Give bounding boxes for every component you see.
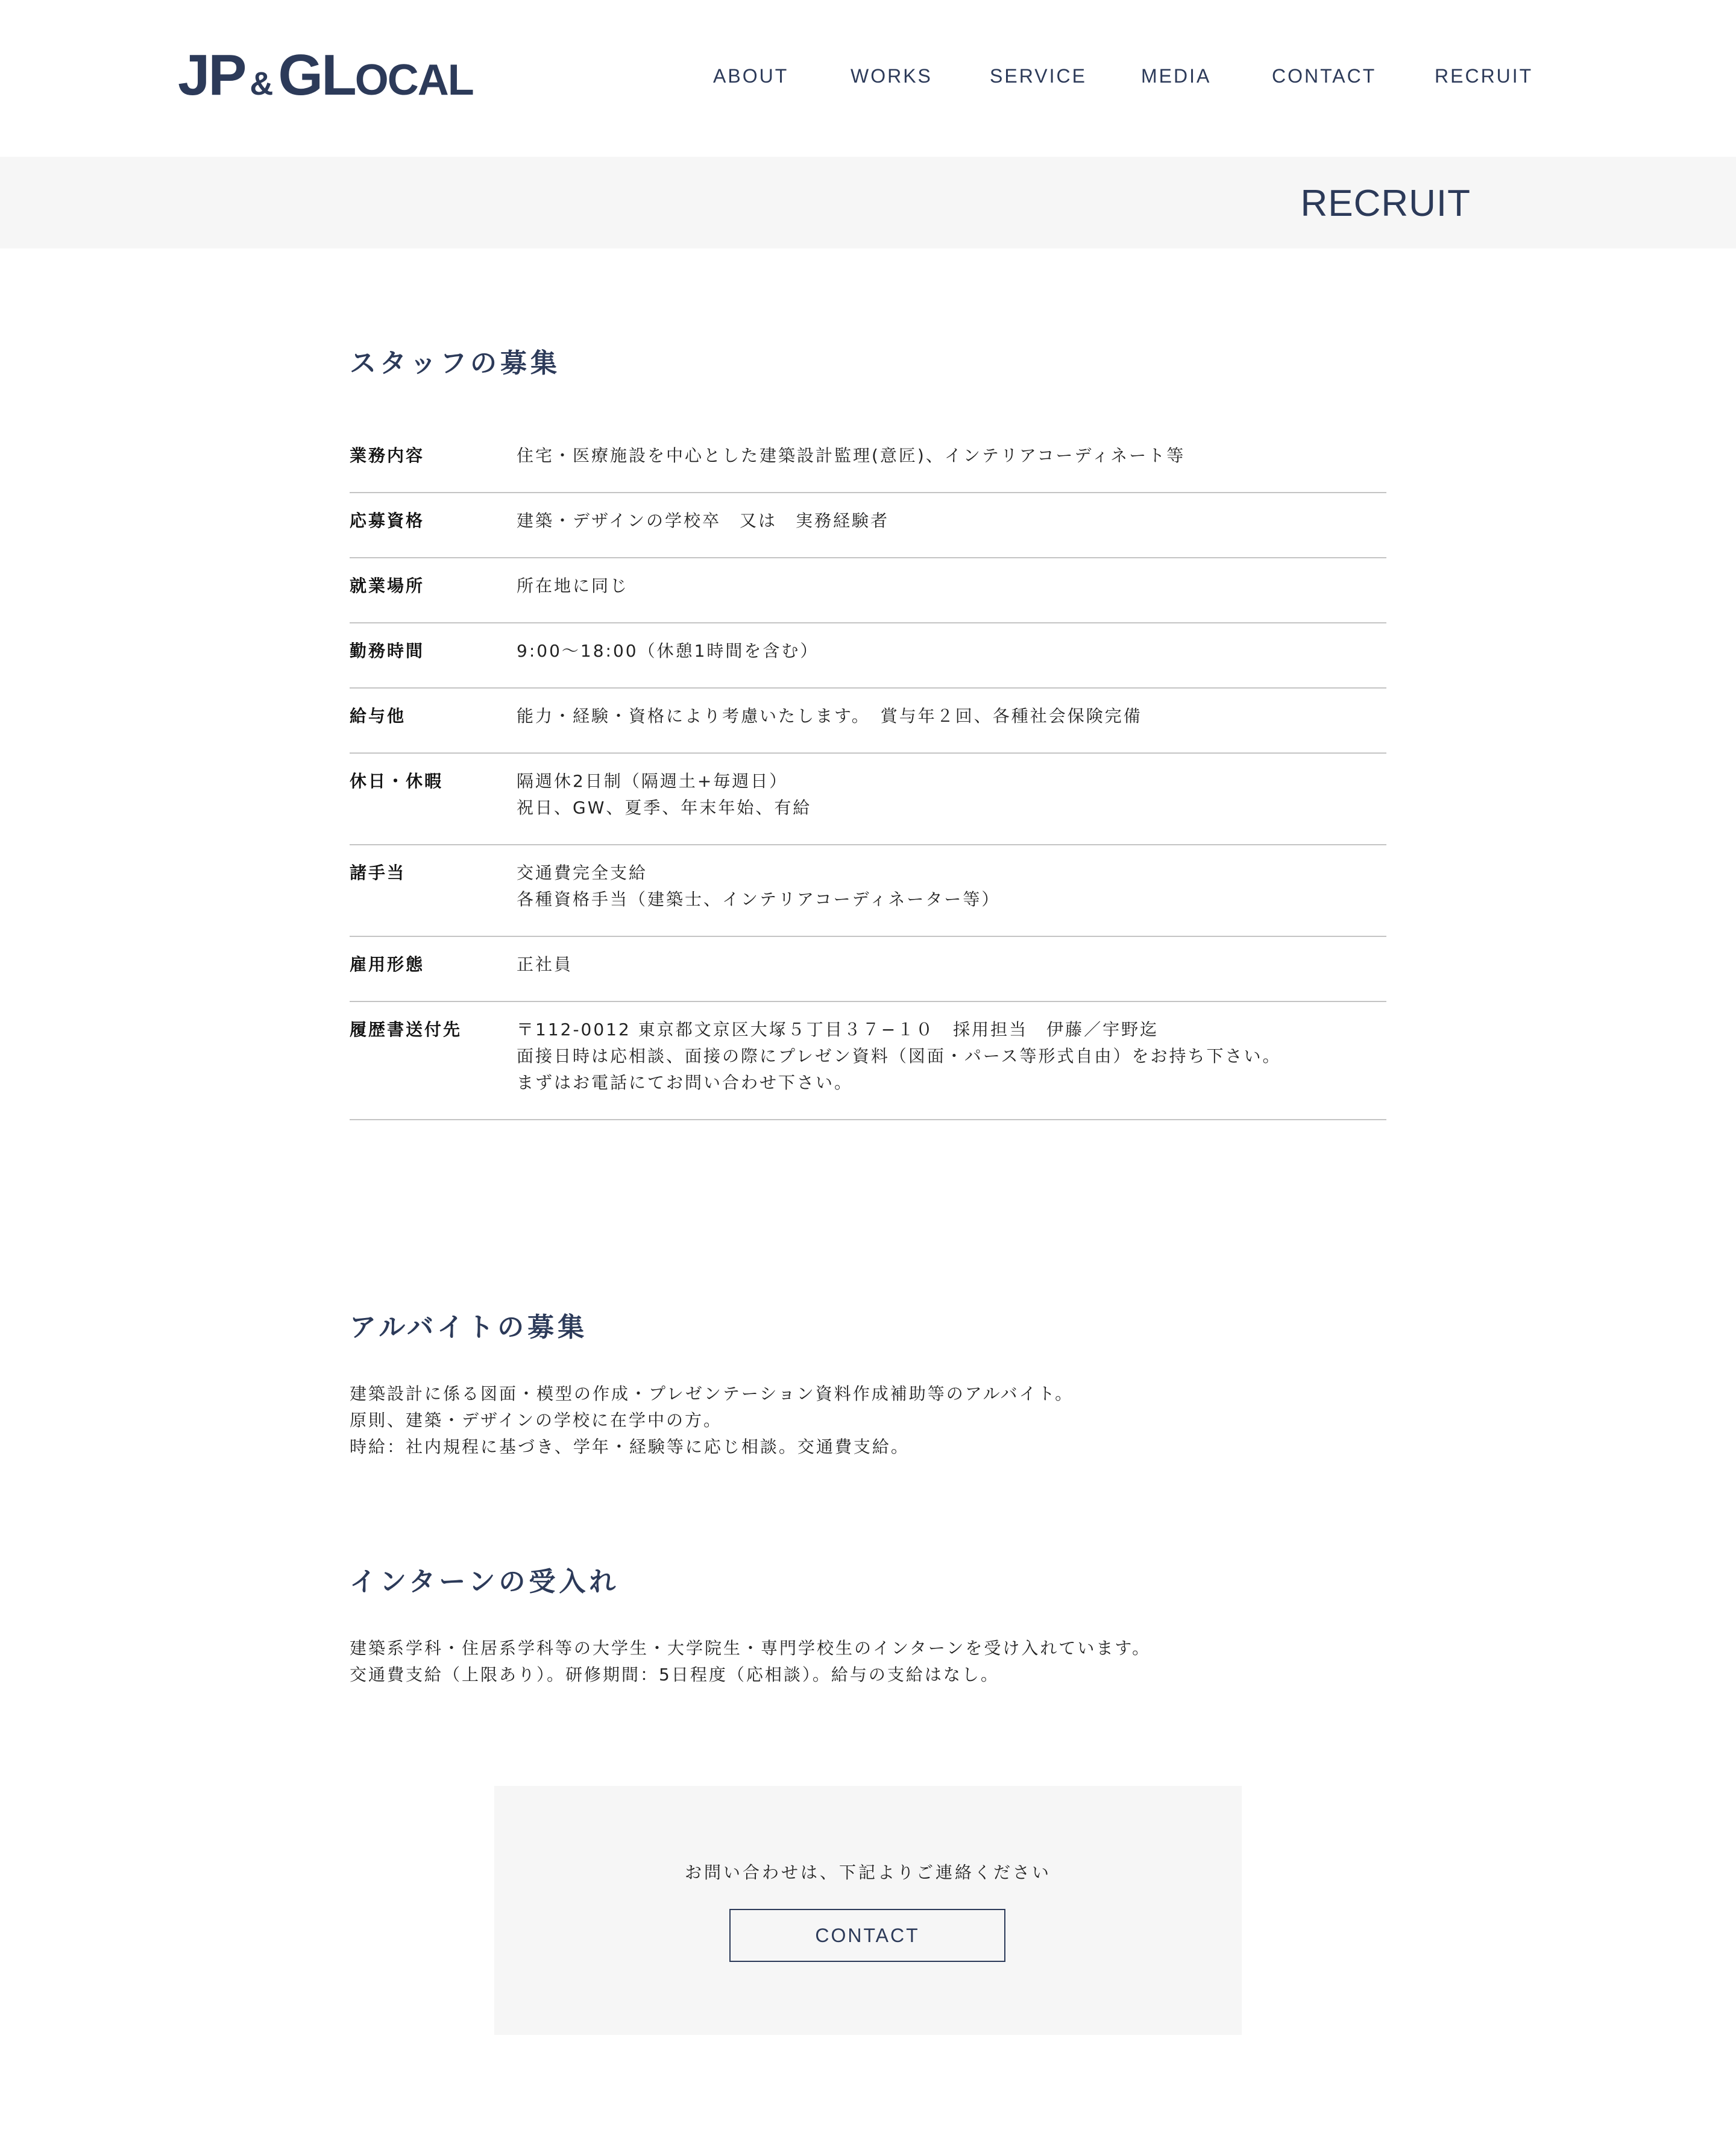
table-row: [350, 1002, 1386, 1120]
parttime-line: 時給：社内規程に基づき、学年・経験等に応じ相談。交通費支給。: [350, 1437, 910, 1457]
logo-ampersand: &: [250, 66, 274, 102]
site-logo[interactable]: [178, 43, 473, 107]
row-label: 就業場所: [350, 576, 425, 596]
row-value-line: 9:00〜18:00（休憩1時間を含む）: [517, 641, 819, 661]
row-value-line: 隔週休2日制（隔週土+毎週日）: [517, 771, 788, 791]
row-value-line: 所在地に同じ: [517, 576, 629, 596]
row-value: [517, 768, 1386, 821]
table-row: [350, 845, 1386, 937]
parttime-line: 原則、建築・デザインの学校に在学中の方。: [350, 1410, 723, 1430]
row-label: 給与他: [350, 706, 406, 726]
row-label: 雇用形態: [350, 954, 425, 974]
intern-description: [350, 1635, 1151, 1688]
table-row: [350, 754, 1386, 845]
row-value-line: 能力・経験・資格により考慮いたします。 賞与年２回、各種社会保険完備: [517, 706, 1142, 726]
row-label: 応募資格: [350, 511, 425, 531]
intern-heading: インターンの受入れ: [350, 1566, 620, 1597]
row-value-line: まずはお電話にてお問い合わせ下さい。: [517, 1073, 854, 1093]
nav-works[interactable]: WORKS: [851, 65, 932, 87]
parttime-heading: アルバイトの募集: [350, 1312, 588, 1343]
logo-part-gl: GL: [278, 43, 355, 107]
main-nav: [693, 65, 1537, 93]
row-value: [517, 951, 1386, 978]
row-label: 履歴書送付先: [350, 1020, 462, 1039]
parttime-line: 建築設計に係る図面・模型の作成・プレゼンテーション資料作成補助等のアルバイト。: [350, 1384, 1074, 1404]
contact-box: [494, 1786, 1242, 2035]
row-value: [517, 860, 1386, 913]
row-value-line: 面接日時は応相談、面接の際にプレゼン資料（図面・パース等形式自由）をお持ち下さい。: [517, 1046, 1282, 1066]
row-value: [517, 443, 1386, 469]
row-value-line: 交通費完全支給: [517, 863, 648, 883]
staff-requirements-table: [350, 428, 1386, 1120]
row-value: [517, 638, 1386, 664]
nav-service[interactable]: SERVICE: [990, 65, 1087, 87]
page-title: RECRUIT: [1300, 183, 1471, 224]
row-value-line: 正社員: [517, 954, 573, 974]
row-label: 諸手当: [350, 863, 406, 883]
logo-part-ocal: OCAL: [354, 56, 473, 104]
row-label: 勤務時間: [350, 641, 425, 661]
row-value: [517, 703, 1386, 730]
row-label: 業務内容: [350, 446, 425, 465]
intern-line: 建築系学科・住居系学科等の大学生・大学院生・専門学校生のインターンを受け入れています。: [350, 1638, 1151, 1658]
logo-part-jp: JP: [178, 43, 245, 107]
nav-media[interactable]: MEDIA: [1141, 65, 1212, 87]
site-header: [0, 0, 1736, 157]
contact-button[interactable]: CONTACT: [729, 1909, 1005, 1962]
row-value-line: 各種資格手当（建築士、インテリアコーディネーター等）: [517, 889, 1001, 909]
table-row: [350, 623, 1386, 689]
table-row: [350, 428, 1386, 493]
page-title-banner: [0, 157, 1736, 248]
table-row: [350, 937, 1386, 1002]
row-value: [517, 508, 1386, 534]
nav-contact[interactable]: CONTACT: [1272, 65, 1377, 87]
nav-recruit[interactable]: RECRUIT: [1435, 65, 1533, 87]
table-row: [350, 689, 1386, 754]
staff-heading: スタッフの募集: [350, 348, 561, 379]
row-value: [517, 573, 1386, 599]
contact-prompt: お問い合わせは、下記よりご連絡ください: [684, 1862, 1051, 1882]
row-value-line: 建築・デザインの学校卒 又は 実務経験者: [517, 511, 890, 531]
row-value-line: 〒112-0012 東京都文京区大塚５丁目３７−１０ 採用担当 伊藤／宇野迄: [517, 1020, 1159, 1039]
row-label: 休日・休暇: [350, 771, 444, 791]
row-value-line: 住宅・医療施設を中心とした建築設計監理(意匠)、インテリアコーディネート等: [517, 446, 1186, 465]
nav-about[interactable]: ABOUT: [713, 65, 789, 87]
parttime-description: [350, 1381, 1074, 1460]
table-row: [350, 558, 1386, 623]
row-value: [517, 1017, 1386, 1096]
row-value-line: 祝日、GW、夏季、年末年始、有給: [517, 798, 812, 818]
table-row: [350, 493, 1386, 558]
intern-line: 交通費支給（上限あり）。研修期間：5日程度（応相談）。給与の支給はなし。: [350, 1665, 999, 1685]
